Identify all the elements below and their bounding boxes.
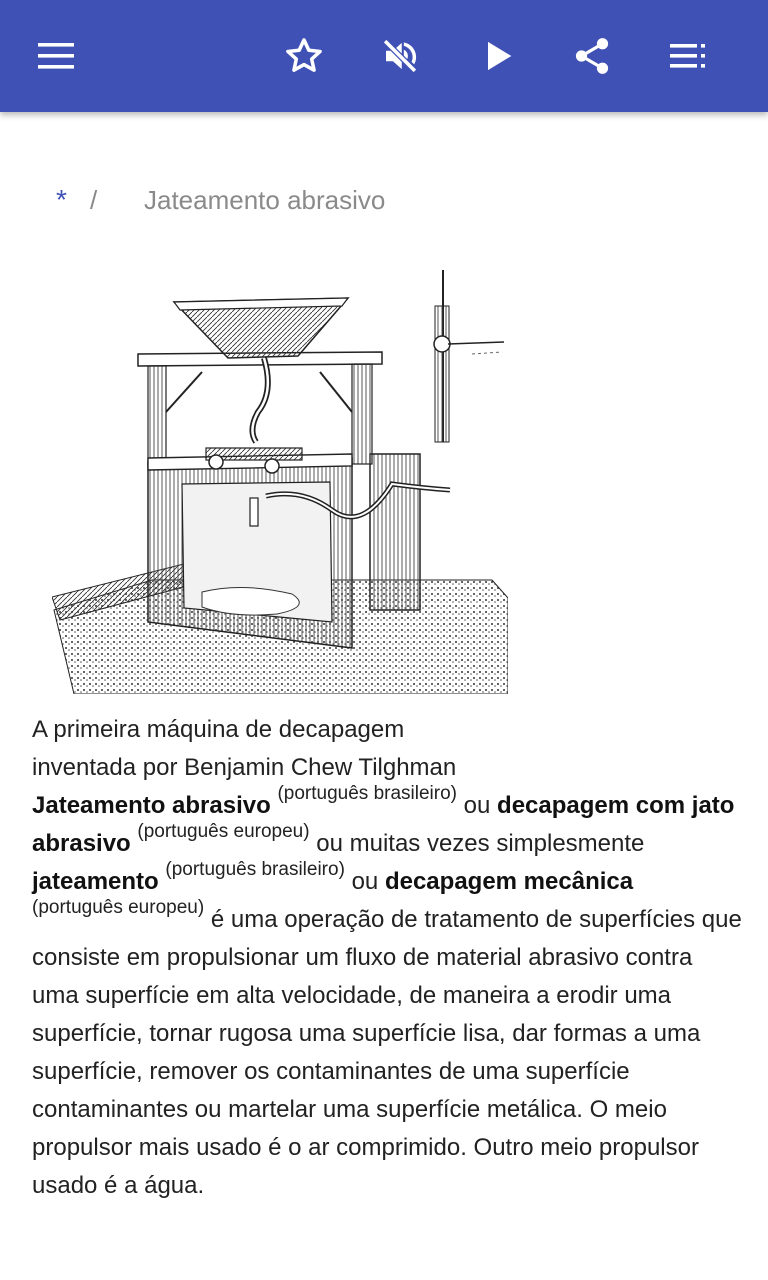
locale-note: (português brasileiro) xyxy=(277,783,457,804)
mute-button[interactable] xyxy=(372,28,428,84)
star-outline-icon xyxy=(283,35,325,77)
locale-note: (português europeu) xyxy=(137,821,310,842)
locale-note: (português europeu) xyxy=(32,897,205,918)
article-image[interactable] xyxy=(52,262,508,694)
table-of-contents-button[interactable] xyxy=(660,28,716,84)
breadcrumb xyxy=(56,180,385,220)
breadcrumb-current: Jateamento abrasivo xyxy=(144,184,386,215)
article-text xyxy=(32,783,742,1205)
conjunction: ou muitas vezes simplesmente xyxy=(316,830,645,857)
share-button[interactable] xyxy=(564,28,620,84)
breadcrumb-separator: / xyxy=(90,184,98,215)
share-icon xyxy=(571,35,613,77)
article-body: é uma operação de tratamento de superfícies que consiste em propulsionar um fluxo de material abrasivo contra uma superfície em alta velocidade, de maneira a erodir uma superfície, tornar rugosa uma superfície lisa, dar formas a uma superfície, remover os contaminantes de uma superfície contaminantes ou martelar uma superfície metálica. O meio propulsor mais usado é o ar comprimido. Outro meio propulsor usado é a água. xyxy=(32,906,742,1199)
app-bar xyxy=(0,0,768,112)
play-icon xyxy=(478,36,518,76)
hamburger-menu-icon xyxy=(36,41,76,71)
volume-off-icon xyxy=(379,35,421,77)
term-decapagem-mecanica: decapagem mecânica xyxy=(384,868,634,895)
list-icon xyxy=(668,41,708,71)
favorite-button[interactable] xyxy=(276,28,332,84)
term-jateamento: jateamento xyxy=(32,868,159,895)
term-jateamento-abrasivo: Jateamento abrasivo xyxy=(32,792,271,819)
menu-button[interactable] xyxy=(28,28,84,84)
breadcrumb-home-link[interactable]: * xyxy=(56,184,67,215)
sandblasting-machine-engraving xyxy=(52,262,508,694)
locale-note: (português brasileiro) xyxy=(165,859,345,880)
play-button[interactable] xyxy=(470,28,526,84)
conjunction: ou xyxy=(351,868,379,895)
conjunction: ou xyxy=(463,792,491,819)
image-caption: A primeira máquina de decapagem inventada por Benjamin Chew Tilghman xyxy=(32,716,457,781)
term-decapagem-com-jato-abrasivo: decapagem com jato abrasivo xyxy=(32,792,735,857)
